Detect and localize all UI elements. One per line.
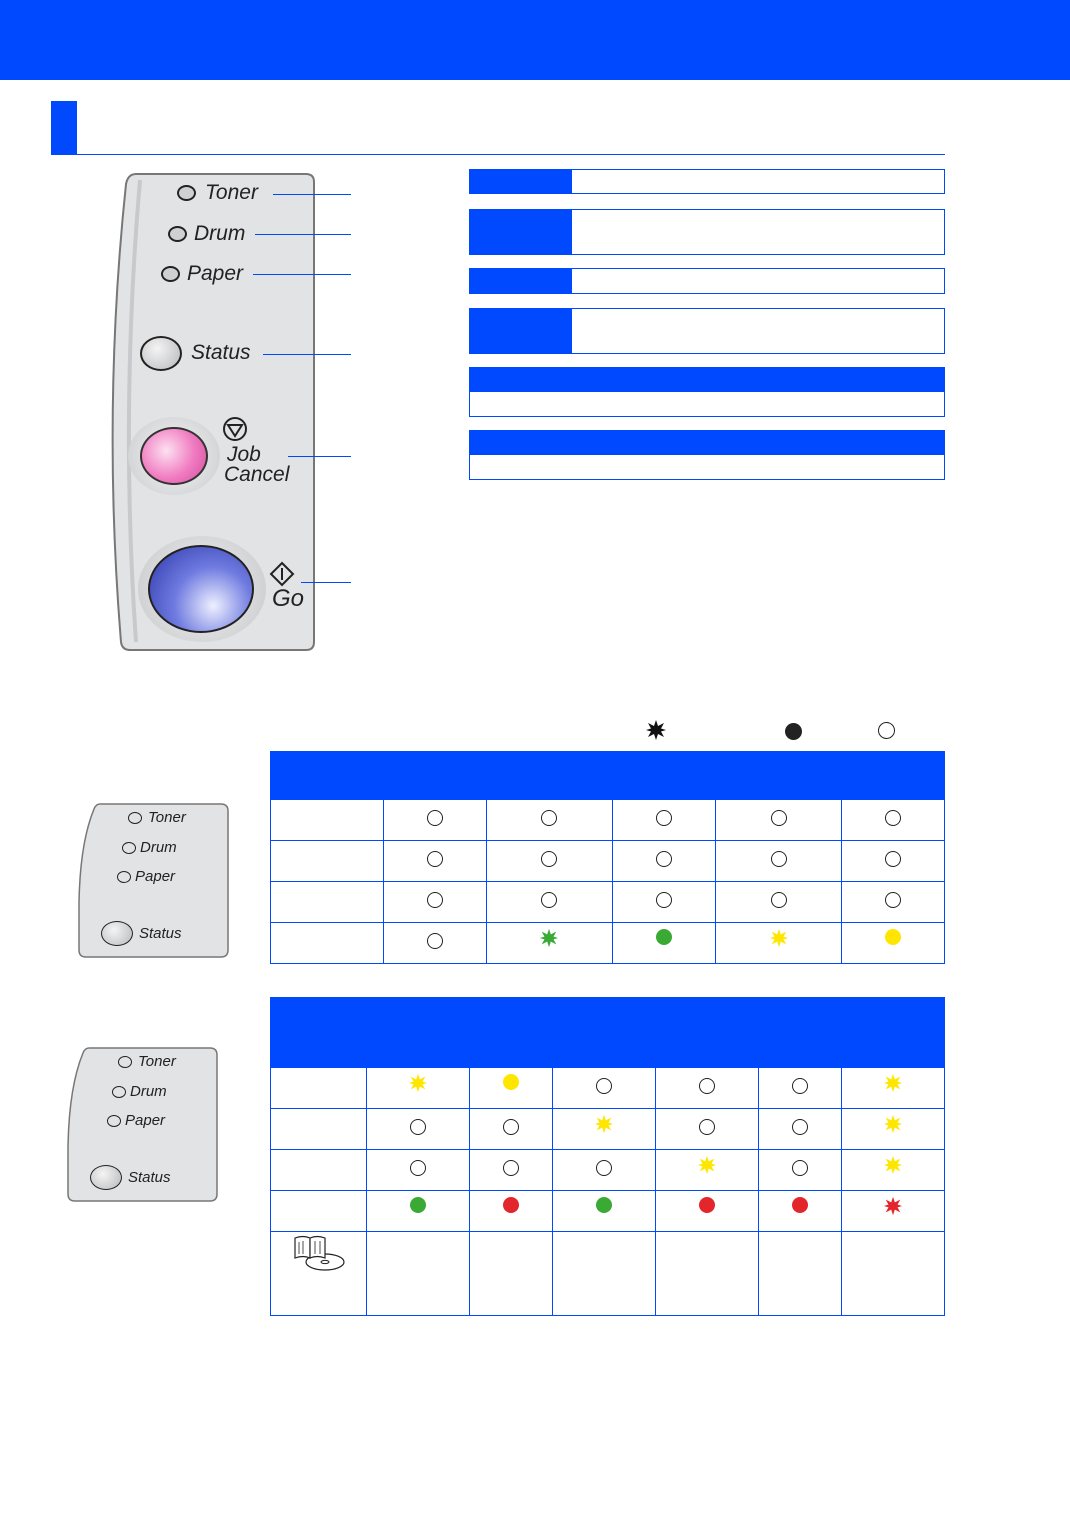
table2-cell [758,1191,841,1232]
table2-cell [469,1150,552,1191]
small1-toner-label: Toner [148,809,186,826]
yellow-led-flashing-icon [594,1114,614,1134]
led-off-icon [771,892,787,908]
led-off-icon [503,1119,519,1135]
table2-cell [367,1068,470,1109]
red-led-flashing-icon [883,1196,903,1216]
empty-circle-icon [878,722,895,739]
small2-paper-led [107,1115,121,1127]
toner-leader [273,194,351,195]
table1-cell [384,923,487,964]
yellow-led-flashing-icon [883,1073,903,1093]
red-led-on-icon [503,1197,519,1213]
table2-cell [469,1191,552,1232]
led-off-icon [427,851,443,867]
yellow-led-flashing-icon [883,1155,903,1175]
led-off-icon [596,1078,612,1094]
table2-header [367,998,470,1068]
info-box-toner [469,169,945,194]
paper-led [161,266,180,282]
green-led-flashing-icon [539,928,559,948]
led-off-icon [885,892,901,908]
table1-header [384,752,487,800]
yellow-led-flashing-icon [697,1155,717,1175]
table2-cell [758,1150,841,1191]
green-led-on-icon [596,1197,612,1213]
paper-leader [253,274,351,275]
yellow-led-on-icon [503,1074,519,1090]
led-off-icon [596,1160,612,1176]
table2-row [271,1150,945,1191]
info-box-status [469,308,945,354]
table1-row [271,882,945,923]
toner-led [177,185,196,201]
table1-header [842,752,945,800]
table2-ref-cell [758,1232,841,1316]
red-led-on-icon [699,1197,715,1213]
led-off-icon [541,851,557,867]
cancel-label: Cancel [224,463,290,486]
table2-cell [367,1191,470,1232]
table2-cell [655,1150,758,1191]
table2-header [271,998,367,1068]
table1-cell [613,841,716,882]
table2-reference-row [271,1232,945,1316]
table2-ref-cell [842,1232,945,1316]
go-leader [301,582,351,583]
table1-row [271,800,945,841]
led-off-icon [427,933,443,949]
table1-row-label [271,923,384,964]
table1-row [271,841,945,882]
green-led-on-icon [656,929,672,945]
small1-paper-label: Paper [135,868,176,885]
small2-drum-label: Drum [130,1083,167,1100]
led-off-icon [885,810,901,826]
yellow-led-on-icon [885,929,901,945]
led-off-icon [656,892,672,908]
table2-cell [469,1068,552,1109]
drum-label: Drum [194,222,246,245]
led-off-icon [771,851,787,867]
cancel-leader [288,456,351,457]
table2-cell [655,1109,758,1150]
table1-row-label [271,800,384,841]
table1-header [715,752,842,800]
yellow-led-flashing-icon [408,1073,428,1093]
info-box-job-cancel [469,367,945,417]
table2-cell [842,1150,945,1191]
small2-drum-led [112,1086,126,1098]
led-table-1 [270,751,945,964]
yellow-led-flashing-icon [769,928,789,948]
drum-led [168,226,187,242]
led-off-icon [503,1160,519,1176]
table2-row-label [271,1150,367,1191]
table2-cell [758,1068,841,1109]
table2-cell [553,1191,656,1232]
small2-status-label: Status [128,1169,171,1186]
green-led-on-icon [410,1197,426,1213]
led-off-icon [699,1119,715,1135]
table1-cell [384,800,487,841]
small2-toner-led [118,1056,132,1068]
table2-row-label [271,1109,367,1150]
status-label: Status [191,341,251,364]
table1-cell [613,800,716,841]
filled-circle-icon [785,723,802,740]
led-off-icon [427,892,443,908]
table2-cell [842,1191,945,1232]
table1-header [486,752,613,800]
table1-row-label [271,882,384,923]
led-off-icon [410,1160,426,1176]
table1-cell [486,923,613,964]
table1-cell [842,800,945,841]
header-bar [0,0,1070,80]
info-box-drum [469,209,945,255]
led-off-icon [792,1160,808,1176]
job-cancel-button[interactable] [128,417,220,495]
table1-row-label [271,841,384,882]
table1-cell [486,841,613,882]
table2-cell [842,1068,945,1109]
table2-ref-cell [655,1232,758,1316]
small1-status-label: Status [139,925,182,942]
led-off-icon [792,1078,808,1094]
table2-ref-cell [469,1232,552,1316]
table1-cell [384,882,487,923]
table2-row-label [271,1191,367,1232]
flashing-star-icon [645,719,667,746]
table2-cell [758,1109,841,1150]
table2-header [655,998,758,1068]
table2-ref-cell [367,1232,470,1316]
status-leader [263,354,351,355]
paper-label: Paper [187,262,244,285]
job-label: Job [227,443,261,466]
info-box-go [469,430,945,480]
drum-leader [255,234,351,235]
led-off-icon [792,1119,808,1135]
red-led-on-icon [792,1197,808,1213]
table1-cell [842,882,945,923]
table1-cell [842,841,945,882]
table1-cell [715,882,842,923]
table2-cell [553,1068,656,1109]
led-off-icon [656,851,672,867]
led-off-icon [771,810,787,826]
small2-paper-label: Paper [125,1112,166,1129]
small2-toner-label: Toner [138,1053,176,1070]
table2-cell [655,1191,758,1232]
table1-cell [842,923,945,964]
table1-cell [715,923,842,964]
table2-cell [553,1150,656,1191]
table2-cell [655,1068,758,1109]
table2-row [271,1191,945,1232]
table2-ref-cell [553,1232,656,1316]
table2-cell [553,1109,656,1150]
led-off-icon [656,810,672,826]
table2-row [271,1109,945,1150]
section-marker [51,101,77,155]
go-label: Go [272,585,305,612]
section-divider [77,154,945,155]
table2-cell [367,1109,470,1150]
table1-cell [715,841,842,882]
led-off-icon [699,1078,715,1094]
table2-header [553,998,656,1068]
table2-header [469,998,552,1068]
led-off-icon [410,1119,426,1135]
small1-paper-led [117,871,131,883]
small2-status-led [90,1165,122,1190]
table1-row [271,923,945,964]
led-off-icon [541,892,557,908]
yellow-led-flashing-icon [883,1114,903,1134]
status-led [140,336,182,371]
info-box-paper [469,268,945,294]
table2-row-label [271,1068,367,1109]
table1-cell [715,800,842,841]
table1-cell [384,841,487,882]
led-off-icon [541,810,557,826]
manual-cd-icon [271,1232,367,1316]
table2-cell [367,1150,470,1191]
toner-label: Toner [205,181,258,204]
small1-toner-led [128,812,142,824]
table2-cell [469,1109,552,1150]
go-button[interactable] [138,536,266,642]
small1-drum-label: Drum [140,839,177,856]
led-off-icon [427,810,443,826]
table1-header [613,752,716,800]
small1-drum-led [122,842,136,854]
table1-header [271,752,384,800]
table2-header [758,998,841,1068]
led-off-icon [885,851,901,867]
table1-cell [486,882,613,923]
table2-cell [842,1109,945,1150]
table1-cell [613,923,716,964]
table1-cell [613,882,716,923]
table1-cell [486,800,613,841]
table2-header [842,998,945,1068]
led-table-2 [270,997,945,1316]
table2-row [271,1068,945,1109]
small1-status-led [101,921,133,946]
